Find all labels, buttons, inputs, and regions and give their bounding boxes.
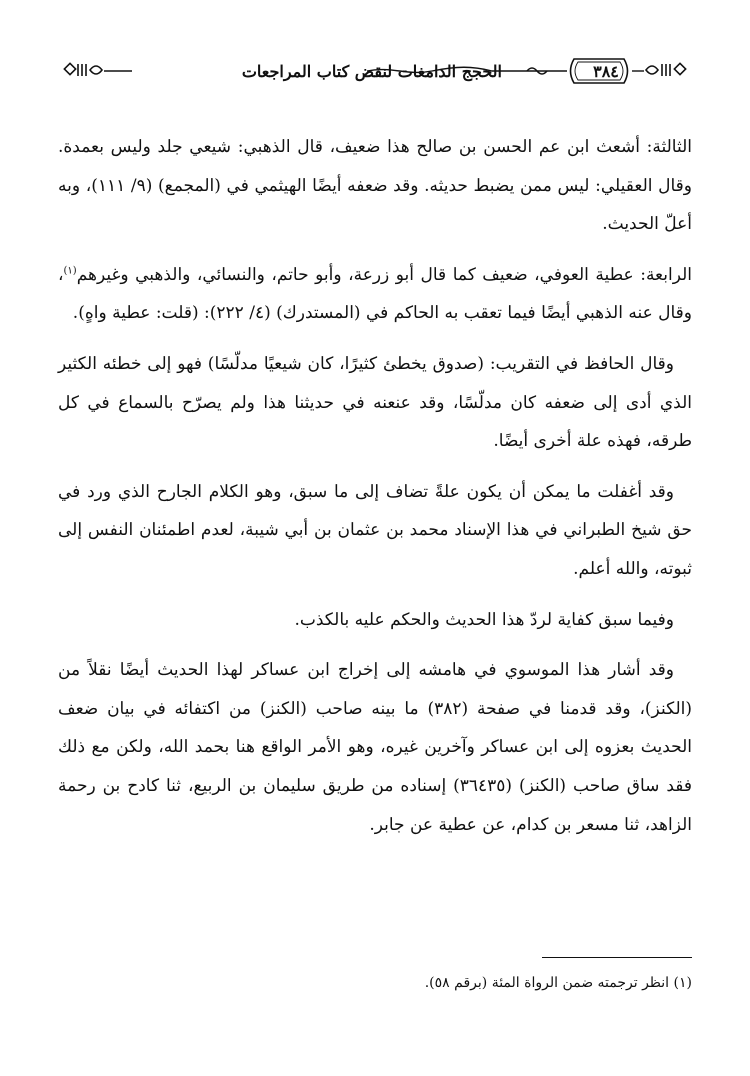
paragraph-omitted-defect [58,473,692,589]
paragraph-text: وفيما سبق كفاية لردّ هذا الحديث والحكم عليه بالكذب. [294,609,674,630]
paragraph-ibn-asakir [58,651,692,844]
paragraph-taqrib [58,345,692,461]
paragraph-text: الرابعة: عطية العوفي، ضعيف كما قال أبو زرعة، وأبو حاتم، والنسائي، والذهبي وغيرهم [76,264,692,285]
paragraph-third-narrator [58,128,692,244]
paragraph-text: الثالثة: أشعث ابن عم الحسن بن صالح هذا ضعيف، قال الذهبي: شيعي جلد وليس بعمدة. وقال العقيلي: ليس ممن يضبط حديثه. وقد ضعفه أيضًا الهيثمي في (المجمع) (٩/ ١١١)، وبه أعلّ الحديث. [58,137,692,235]
paragraph-conclusion [58,601,692,640]
paragraph-fourth-narrator [58,256,692,333]
page-number: ٣٨٤ [593,62,619,81]
running-title: الحجج الدامغات لنقض كتاب المراجعات [241,62,502,81]
body-text [58,128,692,856]
paragraph-text: وقال الحافظ في التقريب: (صدوق يخطئ كثيرًا، كان شيعيًا مدلّسًا) فهو إلى خطئه الكثير الذي أدى إلى ضعفه كان مدلّسًا، وقد عنعنه في حديثنا هذا ولم يصرّح بالسماع في كل طرقه، فهذه علة أخرى أيضًا. [58,353,692,452]
paragraph-text-continued: ، وقال عنه الذهبي أيضًا فيما تعقب به الحاكم في (المستدرك) (٤/ ٢٢٢): (قلت: عطية واهٍ). [58,264,692,324]
footnote-separator [542,957,692,958]
left-ornament-icon [64,63,102,76]
running-header [62,52,692,92]
paragraph-text: وقد أشار هذا الموسوي في هامشه إلى إخراج ابن عساكر لهذا الحديث أيضًا نقلاً من (الكنز)، وقد قدمنا في صفحة (٣٨٢) ما بينه صاحب (الكنز) من اكتفائه في بيان ضعف الحديث بعزوه إلى ابن عساكر وآخرين غيره، وهو الأمر الواقع هنا بحمد الله، ولكن مع ذلك فقد ساق صاحب (الكنز) (٣٦٤٣٥) إسناده من طريق سليمان بن الربيع، ثنا كادح بن رحمة الزاهد، ثنا مسعر بن كدام، عن عطية عن جابر. [58,660,692,835]
right-ornament-icon [646,63,686,76]
footnote: (١) انظر ترجمته ضمن الرواة المئة (برقم ٥٨). [424,975,692,991]
paragraph-text: وقد أغفلت ما يمكن أن يكون علةً تضاف إلى ما سبق، وهو الكلام الجارح الذي ورد في حق شيخ الطبراني في هذا الإسناد محمد بن عثمان بن أبي شيبة، لعدم اطمئنان النفس إلى ثبوته، والله أعلم. [58,481,692,579]
footnote-reference[interactable]: (١) [63,265,77,277]
